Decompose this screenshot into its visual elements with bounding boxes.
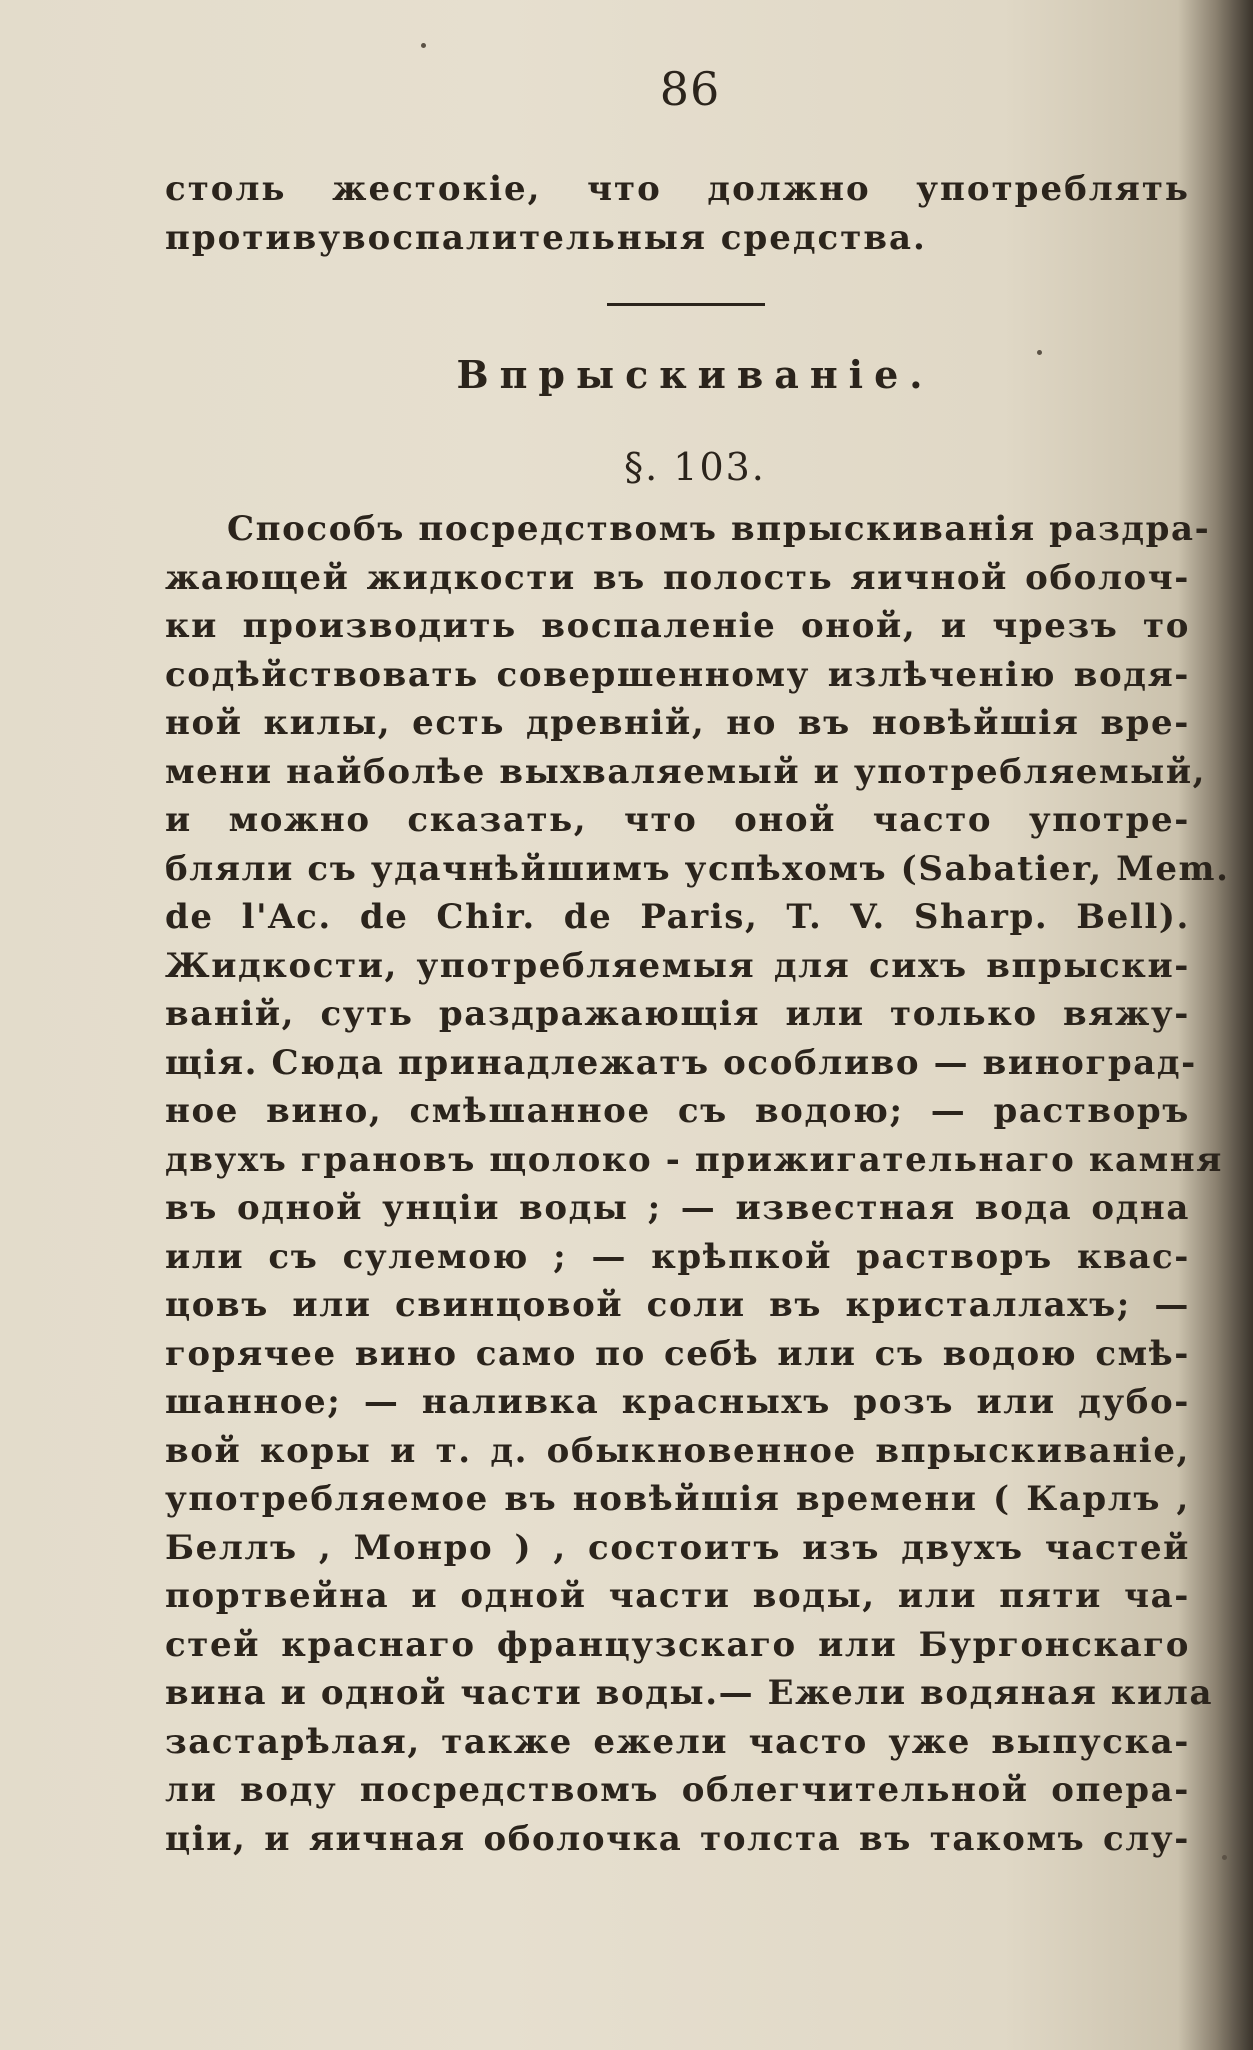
text-line: бляли съ удачнѣйшимъ успѣхомъ (Sabatier, Mem. (165, 848, 1230, 889)
text-line: стей краснаго французскаго или Бургонскаго (165, 1624, 1190, 1665)
text-line: въ одной унціи воды ; — известная вода одна (165, 1188, 1190, 1228)
text-line: щія. Сюда принадлежатъ особливо — виноград- (165, 1042, 1197, 1083)
text-line: жающей жидкости въ полость яичной оболоч- (165, 557, 1190, 598)
text-line: ное вино, смѣшанное съ водою; — растворъ (165, 1091, 1190, 1131)
text-line: Беллъ , Монро ) , состоитъ изъ двухъ частей (165, 1527, 1190, 1568)
section-divider (607, 303, 765, 306)
text-line: противувоспалительныя средства. (165, 218, 927, 258)
text-line: вой коры и т. д. обыкновенное впрыскиваніе, (165, 1430, 1190, 1471)
text-line: шанное; — наливка красныхъ розъ или дубо- (165, 1382, 1190, 1422)
print-speck (1222, 1855, 1227, 1860)
text-line: застарѣлая, также ежели часто уже выпуска- (165, 1721, 1190, 1762)
text-line: содѣйствовать совершенному излѣченію водя- (165, 654, 1190, 695)
text-line: ной килы, есть древній, но въ новѣйшія вре- (165, 703, 1190, 743)
text-line: de l'Ac. de Chir. de Paris, T. V. Sharp. Bell). (165, 897, 1190, 937)
text-line: и можно сказать, что оной часто употре- (165, 800, 1190, 840)
page-number: 86 (659, 62, 721, 116)
text-line: Способъ посредствомъ впрыскиванія раздра- (227, 509, 1211, 549)
text-line: цовъ или свинцовой соли въ кристаллахъ; — (165, 1285, 1190, 1325)
text-line: столь жестокіе, что должно употреблять (165, 169, 1190, 209)
text-line: ли воду посредствомъ облегчительной опера- (165, 1770, 1190, 1810)
paragraph-text (165, 505, 1230, 1863)
print-speck (421, 43, 426, 48)
paragraph-number: §. 103. (624, 445, 766, 489)
text-line: ваній, суть раздражающія или только вяжу- (165, 994, 1190, 1034)
text-line: или съ сулемою ; — крѣпкой растворъ квас- (165, 1236, 1190, 1277)
text-line: ціи, и яичная оболочка толста въ такомъ слу- (165, 1818, 1190, 1859)
print-speck (1037, 350, 1042, 355)
text-line: двухъ грановъ щолоко - прижигательнаго камня (165, 1139, 1223, 1180)
section-title: Впрыскиваніе. (456, 352, 934, 397)
continuation-text (165, 165, 1190, 263)
text-line: употребляемое въ новѣйшія времени ( Карлъ , (165, 1479, 1190, 1519)
text-line: мени найболѣе выхваляемый и употребляемый, (165, 751, 1207, 792)
text-line: Жидкости, употребляемыя для сихъ впрыски- (165, 945, 1190, 986)
text-line: портвейна и одной части воды, или пяти ча- (165, 1576, 1190, 1616)
text-line: горячее вино само по себѣ или съ водою смѣ- (165, 1333, 1190, 1374)
text-line: ки производить воспаленіе оной, и чрезъ то (165, 606, 1190, 646)
text-line: вина и одной части воды.— Ежели водяная кила (165, 1673, 1214, 1713)
